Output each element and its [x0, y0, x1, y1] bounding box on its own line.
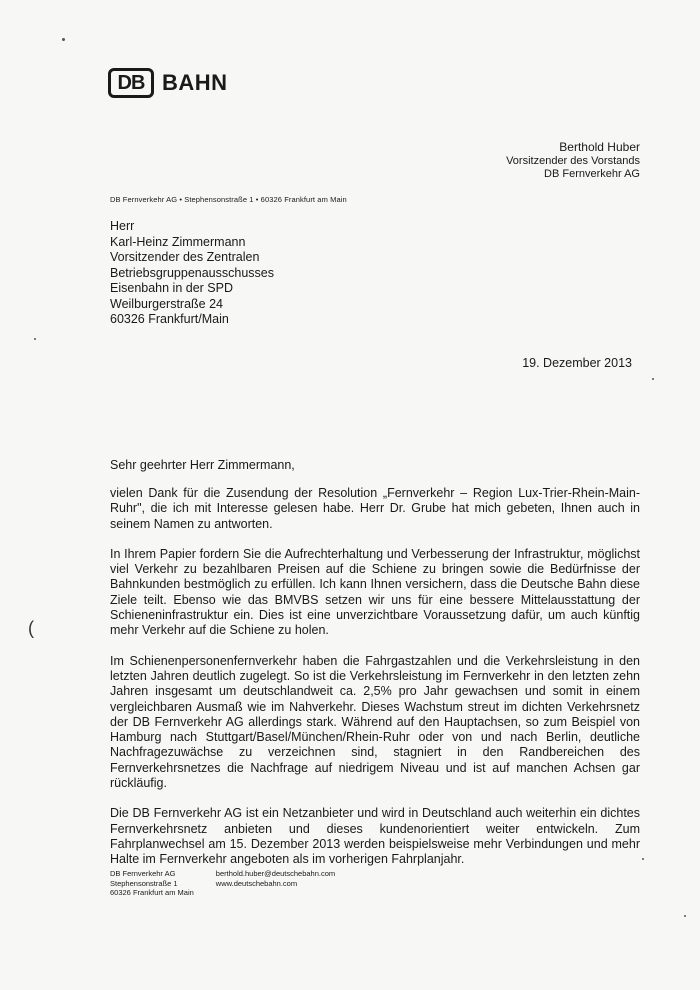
recipient-line: 60326 Frankfurt/Main: [110, 312, 229, 326]
salutation: Sehr geehrter Herr Zimmermann,: [110, 458, 295, 472]
recipient-address: [110, 219, 274, 328]
body-paragraph: vielen Dank für die Zusendung der Resolution „Fernverkehr – Region Lux-Trier-Rhein-Main-Ruhr", die ich mit Interesse gelesen habe. Herr Dr. Grube hat mich gebeten, Ihnen auch in seinem Namen zu antworten.: [110, 486, 640, 531]
scan-speck: [62, 38, 65, 41]
recipient-line: Karl-Heinz Zimmermann: [110, 234, 246, 249]
scan-speck: [34, 338, 36, 340]
letter-footer: [110, 869, 335, 898]
footer-email: berthold.huber@deutschebahn.com: [215, 869, 336, 878]
db-logo-mark: DB: [108, 68, 154, 98]
body-paragraph: Die DB Fernverkehr AG ist ein Netzanbieter und wird in Deutschland auch weiterhin ein dichtes Fernverkehrsnetz anbieten und dieses kundenorientiert weiter entwickeln. Zum Fahrplanwechsel am 15. Dezember 2013 werden beispielsweise mehr Verbindungen und mehr Halte im Fernverkehr angeboten als im vorherigen Fahrplanjahr.: [110, 806, 640, 867]
sender-company: DB Fernverkehr AG: [544, 168, 640, 180]
sender-title: Vorsitzender des Vorstands: [506, 155, 640, 167]
sender-name: Berthold Huber: [559, 140, 640, 154]
sender-block: [506, 140, 640, 181]
letter-date: 19. Dezember 2013: [522, 356, 632, 370]
footer-contact: [216, 869, 335, 898]
letter-body: [110, 486, 640, 883]
bahn-wordmark: BAHN: [162, 70, 228, 95]
footer-line: Stephensonstraße 1: [110, 878, 178, 888]
recipient-line: Eisenbahn in der SPD: [110, 281, 233, 295]
body-paragraph: In Ihrem Papier fordern Sie die Aufrechterhaltung und Verbesserung der Infrastruktur, möglichst viel Verkehr zu bezahlbaren Preisen auf die Schiene zu bringen sowie die Bedürfnisse der Bahnkunden bestmöglich zu erfüllen. Ich kann Ihnen versichern, dass die Deutsche Bahn diese Ziele teilt. Ebenso wie das BMVBS setzen wir uns für eine bessere Mittelausstattung der Schieneninfrastruktur ein. Dies ist eine unverzichtbare Voraussetzung dafür, um auch künftig mehr Verkehr auf die Schiene zu holen.: [110, 546, 640, 638]
footer-line: DB Fernverkehr AG: [110, 869, 176, 878]
recipient-line: Vorsitzender des Zentralen: [110, 250, 260, 264]
footer-address: [110, 869, 194, 898]
scan-speck: [642, 858, 644, 860]
recipient-line: Herr: [110, 219, 135, 233]
scan-speck: [684, 915, 686, 917]
footer-website: www.deutschebahn.com: [215, 878, 298, 888]
body-paragraph: Im Schienenpersonenfernverkehr haben die Fahrgastzahlen und die Verkehrsleistung in den letzten Jahren deutlich zugelegt. So ist die Verkehrsleistung im Fernverkehr in den letzten zehn Jahren insgesamt um deutschlandweit ca. 2,5% pro Jahr gewachsen und somit in einem vergleichbaren Ausmaß wie im Nahverkehr. Dieses Wachstum streut im dichten Verkehrsnetz der DB Fernverkehr AG allerdings stark. Während auf den Hauptachsen, so zum Beispiel von Hamburg nach Stuttgart/Basel/München/Rhein-Ruhr oder von und nach Berlin, deutliche Nachfragezuwächse zu verzeichnen sind, stagniert in den Randbereichen des Fernverkehrsnetzes die Nachfrage auf niedrigem Niveau und ist auf manchen Achsen gar rückläufig.: [110, 653, 640, 791]
db-bahn-logo: [108, 68, 228, 98]
return-address: DB Fernverkehr AG • Stephensonstraße 1 • 60326 Frankfurt am Main: [110, 195, 347, 204]
recipient-line: Weilburgerstraße 24: [110, 296, 224, 311]
footer-line: 60326 Frankfurt am Main: [110, 888, 194, 897]
recipient-line: Betriebsgruppenausschusses: [110, 265, 274, 280]
margin-mark: (: [28, 618, 34, 638]
scan-speck: [652, 378, 654, 380]
